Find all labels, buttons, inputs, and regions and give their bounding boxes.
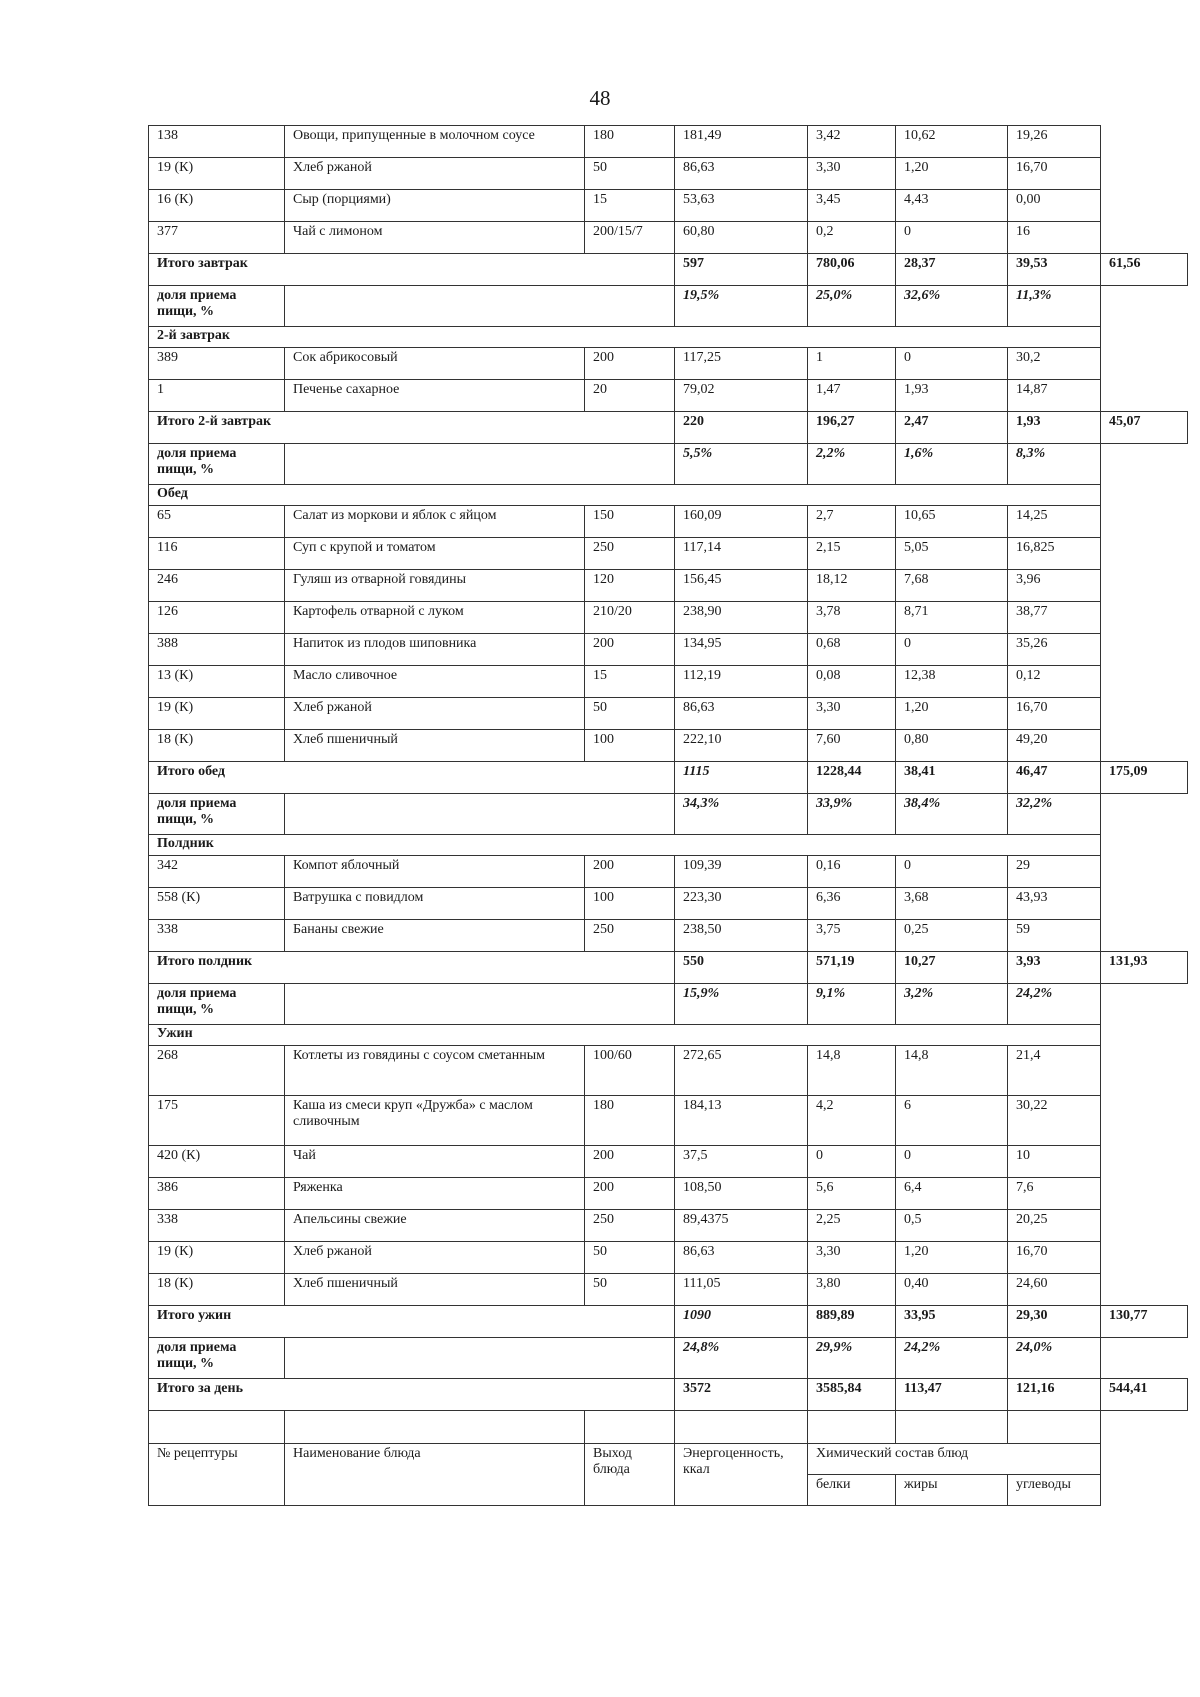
fat-cell: 1,20 bbox=[896, 698, 1008, 730]
section-title-cell: Ужин bbox=[149, 1025, 1101, 1046]
blank-cell bbox=[808, 1411, 896, 1444]
dish-row bbox=[149, 506, 1188, 538]
total-fat-cell: 39,53 bbox=[1008, 254, 1101, 286]
share-energy-cell: 15,9% bbox=[675, 984, 808, 1025]
yield-cell: 250 bbox=[585, 538, 675, 570]
share-empty-cell bbox=[285, 1338, 675, 1379]
dish-name-cell: Гуляш из отварной говядины bbox=[285, 570, 585, 602]
share-carbs-cell: 32,2% bbox=[1008, 794, 1101, 835]
recipe-number-cell: 65 bbox=[149, 506, 285, 538]
yield-cell: 210/20 bbox=[585, 602, 675, 634]
meal-section-row bbox=[149, 1025, 1188, 1046]
recipe-number-cell: 126 bbox=[149, 602, 285, 634]
energy-cell: 117,25 bbox=[675, 348, 808, 380]
share-label-cell: доля приема пищи, % bbox=[149, 1338, 285, 1379]
share-protein-cell: 29,9% bbox=[808, 1338, 896, 1379]
energy-cell: 160,09 bbox=[675, 506, 808, 538]
fat-cell: 1,20 bbox=[896, 158, 1008, 190]
carbs-cell: 49,20 bbox=[1008, 730, 1101, 762]
blank-cell bbox=[285, 1411, 585, 1444]
dish-name-cell: Хлеб пшеничный bbox=[285, 730, 585, 762]
dish-row bbox=[149, 190, 1188, 222]
protein-cell: 6,36 bbox=[808, 888, 896, 920]
total-fat-cell: 1,93 bbox=[1008, 412, 1101, 444]
energy-cell: 181,49 bbox=[675, 126, 808, 158]
yield-cell: 200 bbox=[585, 1178, 675, 1210]
total-label-cell: Итого обед bbox=[149, 762, 675, 794]
protein-cell: 3,45 bbox=[808, 190, 896, 222]
total-fat-cell: 46,47 bbox=[1008, 762, 1101, 794]
dish-name-cell: Печенье сахарное bbox=[285, 380, 585, 412]
protein-cell: 4,2 bbox=[808, 1096, 896, 1146]
recipe-number-cell: 1 bbox=[149, 380, 285, 412]
recipe-number-cell: 386 bbox=[149, 1178, 285, 1210]
protein-cell: 0,68 bbox=[808, 634, 896, 666]
blank-cell bbox=[896, 1411, 1008, 1444]
dish-name-cell: Апельсины свежие bbox=[285, 1210, 585, 1242]
fat-cell: 3,68 bbox=[896, 888, 1008, 920]
meal-share-row bbox=[149, 286, 1188, 327]
dish-name-cell: Компот яблочный bbox=[285, 856, 585, 888]
recipe-number-cell: 175 bbox=[149, 1096, 285, 1146]
dish-row bbox=[149, 920, 1188, 952]
share-fat-cell: 24,2% bbox=[896, 1338, 1008, 1379]
dish-name-cell: Сыр (порциями) bbox=[285, 190, 585, 222]
meal-share-row bbox=[149, 794, 1188, 835]
carbs-cell: 14,87 bbox=[1008, 380, 1101, 412]
share-empty-cell bbox=[285, 286, 675, 327]
share-empty-cell bbox=[285, 794, 675, 835]
total-protein-cell: 10,27 bbox=[896, 952, 1008, 984]
energy-cell: 86,63 bbox=[675, 158, 808, 190]
dish-row bbox=[149, 856, 1188, 888]
fat-cell: 7,68 bbox=[896, 570, 1008, 602]
share-fat-cell: 1,6% bbox=[896, 444, 1008, 485]
dish-row bbox=[149, 1210, 1188, 1242]
dish-name-cell: Хлеб ржаной bbox=[285, 158, 585, 190]
share-energy-cell: 34,3% bbox=[675, 794, 808, 835]
dish-row bbox=[149, 158, 1188, 190]
dish-name-cell: Хлеб ржаной bbox=[285, 1242, 585, 1274]
energy-cell: 37,5 bbox=[675, 1146, 808, 1178]
share-label-cell: доля приема пищи, % bbox=[149, 984, 285, 1025]
share-carbs-cell: 24,2% bbox=[1008, 984, 1101, 1025]
fat-cell: 10,62 bbox=[896, 126, 1008, 158]
share-label-cell: доля приема пищи, % bbox=[149, 444, 285, 485]
protein-cell: 0,16 bbox=[808, 856, 896, 888]
carbs-cell: 0,12 bbox=[1008, 666, 1101, 698]
fat-cell: 0,80 bbox=[896, 730, 1008, 762]
recipe-number-cell: 16 (К) bbox=[149, 190, 285, 222]
protein-cell: 0 bbox=[808, 1146, 896, 1178]
dish-row bbox=[149, 380, 1188, 412]
header-dish-name: Наименование блюда bbox=[285, 1444, 585, 1506]
recipe-number-cell: 19 (К) bbox=[149, 158, 285, 190]
section-title-cell: Полдник bbox=[149, 835, 1101, 856]
energy-cell: 89,4375 bbox=[675, 1210, 808, 1242]
share-fat-cell: 38,4% bbox=[896, 794, 1008, 835]
menu-table bbox=[148, 125, 1188, 1506]
meal-share-row bbox=[149, 984, 1188, 1025]
fat-cell: 0 bbox=[896, 856, 1008, 888]
dish-name-cell: Котлеты из говядины с соусом сметанным bbox=[285, 1046, 585, 1096]
share-carbs-cell: 24,0% bbox=[1008, 1338, 1101, 1379]
recipe-number-cell: 338 bbox=[149, 1210, 285, 1242]
yield-cell: 100 bbox=[585, 730, 675, 762]
dish-row bbox=[149, 634, 1188, 666]
blank-cell bbox=[585, 1411, 675, 1444]
yield-cell: 150 bbox=[585, 506, 675, 538]
recipe-number-cell: 268 bbox=[149, 1046, 285, 1096]
fat-cell: 0 bbox=[896, 1146, 1008, 1178]
header-carbs: углеводы bbox=[1008, 1475, 1101, 1506]
fat-cell: 5,05 bbox=[896, 538, 1008, 570]
protein-cell: 3,80 bbox=[808, 1274, 896, 1306]
total-energy-cell: 1228,44 bbox=[808, 762, 896, 794]
dish-name-cell: Чай с лимоном bbox=[285, 222, 585, 254]
total-carbs-cell: 45,07 bbox=[1101, 412, 1188, 444]
fat-cell: 0 bbox=[896, 222, 1008, 254]
recipe-number-cell: 19 (К) bbox=[149, 1242, 285, 1274]
meal-section-row bbox=[149, 485, 1188, 506]
share-empty-cell bbox=[285, 984, 675, 1025]
total-yield-cell: 220 bbox=[675, 412, 808, 444]
protein-cell: 18,12 bbox=[808, 570, 896, 602]
header-energy: Энергоценность, ккал bbox=[675, 1444, 808, 1506]
energy-cell: 156,45 bbox=[675, 570, 808, 602]
energy-cell: 108,50 bbox=[675, 1178, 808, 1210]
total-energy-cell: 3585,84 bbox=[808, 1379, 896, 1411]
recipe-number-cell: 18 (К) bbox=[149, 1274, 285, 1306]
energy-cell: 222,10 bbox=[675, 730, 808, 762]
total-carbs-cell: 130,77 bbox=[1101, 1306, 1188, 1338]
dish-name-cell: Салат из моркови и яблок с яйцом bbox=[285, 506, 585, 538]
fat-cell: 0,25 bbox=[896, 920, 1008, 952]
meal-section-row bbox=[149, 327, 1188, 348]
fat-cell: 6 bbox=[896, 1096, 1008, 1146]
protein-cell: 3,30 bbox=[808, 158, 896, 190]
recipe-number-cell: 18 (К) bbox=[149, 730, 285, 762]
share-fat-cell: 3,2% bbox=[896, 984, 1008, 1025]
energy-cell: 53,63 bbox=[675, 190, 808, 222]
yield-cell: 100/60 bbox=[585, 1046, 675, 1096]
total-energy-cell: 889,89 bbox=[808, 1306, 896, 1338]
meal-total-row bbox=[149, 1379, 1188, 1411]
dish-row bbox=[149, 1274, 1188, 1306]
meal-total-row bbox=[149, 412, 1188, 444]
yield-cell: 50 bbox=[585, 1274, 675, 1306]
dish-name-cell: Хлеб ржаной bbox=[285, 698, 585, 730]
dish-row bbox=[149, 698, 1188, 730]
carbs-cell: 35,26 bbox=[1008, 634, 1101, 666]
total-protein-cell: 33,95 bbox=[896, 1306, 1008, 1338]
total-fat-cell: 3,93 bbox=[1008, 952, 1101, 984]
yield-cell: 50 bbox=[585, 698, 675, 730]
total-label-cell: Итого завтрак bbox=[149, 254, 675, 286]
carbs-cell: 16,70 bbox=[1008, 158, 1101, 190]
meal-total-row bbox=[149, 1306, 1188, 1338]
total-carbs-cell: 131,93 bbox=[1101, 952, 1188, 984]
dish-row bbox=[149, 1146, 1188, 1178]
protein-cell: 1,47 bbox=[808, 380, 896, 412]
yield-cell: 15 bbox=[585, 666, 675, 698]
protein-cell: 3,30 bbox=[808, 698, 896, 730]
protein-cell: 3,78 bbox=[808, 602, 896, 634]
total-label-cell: Итого за день bbox=[149, 1379, 675, 1411]
dish-name-cell: Суп с крупой и томатом bbox=[285, 538, 585, 570]
energy-cell: 111,05 bbox=[675, 1274, 808, 1306]
page-number: 48 bbox=[589, 86, 611, 110]
total-carbs-cell: 544,41 bbox=[1101, 1379, 1188, 1411]
fat-cell: 10,65 bbox=[896, 506, 1008, 538]
share-carbs-cell: 8,3% bbox=[1008, 444, 1101, 485]
share-label-cell: доля приема пищи, % bbox=[149, 286, 285, 327]
recipe-number-cell: 377 bbox=[149, 222, 285, 254]
protein-cell: 3,42 bbox=[808, 126, 896, 158]
recipe-number-cell: 388 bbox=[149, 634, 285, 666]
recipe-number-cell: 338 bbox=[149, 920, 285, 952]
meal-section-row bbox=[149, 835, 1188, 856]
total-yield-cell: 1115 bbox=[675, 762, 808, 794]
carbs-cell: 19,26 bbox=[1008, 126, 1101, 158]
dish-name-cell: Ватрушка с повидлом bbox=[285, 888, 585, 920]
fat-cell: 14,8 bbox=[896, 1046, 1008, 1096]
dish-row bbox=[149, 1096, 1188, 1146]
carbs-cell: 43,93 bbox=[1008, 888, 1101, 920]
meal-total-row bbox=[149, 952, 1188, 984]
dish-row bbox=[149, 888, 1188, 920]
dish-name-cell: Чай bbox=[285, 1146, 585, 1178]
meal-share-row bbox=[149, 1338, 1188, 1379]
energy-cell: 60,80 bbox=[675, 222, 808, 254]
dish-name-cell: Хлеб пшеничный bbox=[285, 1274, 585, 1306]
share-fat-cell: 32,6% bbox=[896, 286, 1008, 327]
recipe-number-cell: 13 (К) bbox=[149, 666, 285, 698]
yield-cell: 180 bbox=[585, 1096, 675, 1146]
yield-cell: 180 bbox=[585, 126, 675, 158]
total-protein-cell: 113,47 bbox=[896, 1379, 1008, 1411]
total-label-cell: Итого ужин bbox=[149, 1306, 675, 1338]
menu-table-body bbox=[149, 126, 1188, 1506]
energy-cell: 112,19 bbox=[675, 666, 808, 698]
carbs-cell: 3,96 bbox=[1008, 570, 1101, 602]
share-protein-cell: 9,1% bbox=[808, 984, 896, 1025]
recipe-number-cell: 138 bbox=[149, 126, 285, 158]
column-header-row bbox=[149, 1444, 1188, 1475]
total-fat-cell: 121,16 bbox=[1008, 1379, 1101, 1411]
protein-cell: 0,08 bbox=[808, 666, 896, 698]
dish-row bbox=[149, 538, 1188, 570]
fat-cell: 0,40 bbox=[896, 1274, 1008, 1306]
total-protein-cell: 38,41 bbox=[896, 762, 1008, 794]
yield-cell: 15 bbox=[585, 190, 675, 222]
dish-name-cell: Напиток из плодов шиповника bbox=[285, 634, 585, 666]
yield-cell: 200 bbox=[585, 1146, 675, 1178]
recipe-number-cell: 420 (К) bbox=[149, 1146, 285, 1178]
fat-cell: 1,93 bbox=[896, 380, 1008, 412]
protein-cell: 2,15 bbox=[808, 538, 896, 570]
protein-cell: 0,2 bbox=[808, 222, 896, 254]
carbs-cell: 38,77 bbox=[1008, 602, 1101, 634]
protein-cell: 1 bbox=[808, 348, 896, 380]
carbs-cell: 24,60 bbox=[1008, 1274, 1101, 1306]
blank-cell bbox=[675, 1411, 808, 1444]
dish-row bbox=[149, 1046, 1188, 1096]
carbs-cell: 16 bbox=[1008, 222, 1101, 254]
yield-cell: 120 bbox=[585, 570, 675, 602]
yield-cell: 200 bbox=[585, 348, 675, 380]
meal-total-row bbox=[149, 254, 1188, 286]
share-energy-cell: 24,8% bbox=[675, 1338, 808, 1379]
carbs-cell: 20,25 bbox=[1008, 1210, 1101, 1242]
dish-row bbox=[149, 666, 1188, 698]
energy-cell: 238,90 bbox=[675, 602, 808, 634]
dish-row bbox=[149, 730, 1188, 762]
energy-cell: 223,30 bbox=[675, 888, 808, 920]
blank-cell bbox=[149, 1411, 285, 1444]
carbs-cell: 7,6 bbox=[1008, 1178, 1101, 1210]
recipe-number-cell: 389 bbox=[149, 348, 285, 380]
share-protein-cell: 33,9% bbox=[808, 794, 896, 835]
total-yield-cell: 3572 bbox=[675, 1379, 808, 1411]
energy-cell: 86,63 bbox=[675, 698, 808, 730]
share-protein-cell: 25,0% bbox=[808, 286, 896, 327]
energy-cell: 134,95 bbox=[675, 634, 808, 666]
total-energy-cell: 571,19 bbox=[808, 952, 896, 984]
dish-row bbox=[149, 126, 1188, 158]
energy-cell: 79,02 bbox=[675, 380, 808, 412]
fat-cell: 0 bbox=[896, 634, 1008, 666]
fat-cell: 1,20 bbox=[896, 1242, 1008, 1274]
dish-name-cell: Масло сливочное bbox=[285, 666, 585, 698]
total-fat-cell: 29,30 bbox=[1008, 1306, 1101, 1338]
recipe-number-cell: 342 bbox=[149, 856, 285, 888]
protein-cell: 3,75 bbox=[808, 920, 896, 952]
header-yield: Выход блюда bbox=[585, 1444, 675, 1506]
carbs-cell: 10 bbox=[1008, 1146, 1101, 1178]
share-energy-cell: 5,5% bbox=[675, 444, 808, 485]
recipe-number-cell: 558 (К) bbox=[149, 888, 285, 920]
energy-cell: 109,39 bbox=[675, 856, 808, 888]
share-energy-cell: 19,5% bbox=[675, 286, 808, 327]
section-title-cell: 2-й завтрак bbox=[149, 327, 1101, 348]
yield-cell: 50 bbox=[585, 158, 675, 190]
protein-cell: 14,8 bbox=[808, 1046, 896, 1096]
section-title-cell: Обед bbox=[149, 485, 1101, 506]
meal-total-row bbox=[149, 762, 1188, 794]
yield-cell: 20 bbox=[585, 380, 675, 412]
protein-cell: 5,6 bbox=[808, 1178, 896, 1210]
protein-cell: 2,25 bbox=[808, 1210, 896, 1242]
dish-name-cell: Бананы свежие bbox=[285, 920, 585, 952]
share-carbs-cell: 11,3% bbox=[1008, 286, 1101, 327]
carbs-cell: 16,70 bbox=[1008, 698, 1101, 730]
total-yield-cell: 550 bbox=[675, 952, 808, 984]
protein-cell: 3,30 bbox=[808, 1242, 896, 1274]
fat-cell: 6,4 bbox=[896, 1178, 1008, 1210]
meal-share-row bbox=[149, 444, 1188, 485]
energy-cell: 86,63 bbox=[675, 1242, 808, 1274]
carbs-cell: 30,2 bbox=[1008, 348, 1101, 380]
carbs-cell: 0,00 bbox=[1008, 190, 1101, 222]
dish-row bbox=[149, 1178, 1188, 1210]
share-protein-cell: 2,2% bbox=[808, 444, 896, 485]
carbs-cell: 59 bbox=[1008, 920, 1101, 952]
dish-row bbox=[149, 222, 1188, 254]
blank-row bbox=[149, 1411, 1188, 1444]
dish-name-cell: Овощи, припущенные в молочном соусе bbox=[285, 126, 585, 158]
total-yield-cell: 597 bbox=[675, 254, 808, 286]
total-carbs-cell: 61,56 bbox=[1101, 254, 1188, 286]
yield-cell: 250 bbox=[585, 1210, 675, 1242]
dish-name-cell: Каша из смеси круп «Дружба» с маслом сливочным bbox=[285, 1096, 585, 1146]
yield-cell: 50 bbox=[585, 1242, 675, 1274]
yield-cell: 100 bbox=[585, 888, 675, 920]
protein-cell: 7,60 bbox=[808, 730, 896, 762]
carbs-cell: 14,25 bbox=[1008, 506, 1101, 538]
carbs-cell: 30,22 bbox=[1008, 1096, 1101, 1146]
recipe-number-cell: 116 bbox=[149, 538, 285, 570]
total-label-cell: Итого полдник bbox=[149, 952, 675, 984]
fat-cell: 0 bbox=[896, 348, 1008, 380]
energy-cell: 238,50 bbox=[675, 920, 808, 952]
recipe-number-cell: 19 (К) bbox=[149, 698, 285, 730]
energy-cell: 117,14 bbox=[675, 538, 808, 570]
carbs-cell: 16,70 bbox=[1008, 1242, 1101, 1274]
fat-cell: 0,5 bbox=[896, 1210, 1008, 1242]
fat-cell: 12,38 bbox=[896, 666, 1008, 698]
yield-cell: 200 bbox=[585, 856, 675, 888]
total-energy-cell: 196,27 bbox=[808, 412, 896, 444]
carbs-cell: 16,825 bbox=[1008, 538, 1101, 570]
dish-name-cell: Ряженка bbox=[285, 1178, 585, 1210]
dish-row bbox=[149, 348, 1188, 380]
energy-cell: 272,65 bbox=[675, 1046, 808, 1096]
header-composition: Химический состав блюд bbox=[808, 1444, 1101, 1475]
yield-cell: 250 bbox=[585, 920, 675, 952]
carbs-cell: 21,4 bbox=[1008, 1046, 1101, 1096]
total-protein-cell: 2,47 bbox=[896, 412, 1008, 444]
header-fat: жиры bbox=[896, 1475, 1008, 1506]
header-protein: белки bbox=[808, 1475, 896, 1506]
dish-row bbox=[149, 602, 1188, 634]
total-protein-cell: 28,37 bbox=[896, 254, 1008, 286]
blank-cell bbox=[1008, 1411, 1101, 1444]
dish-name-cell: Картофель отварной с луком bbox=[285, 602, 585, 634]
share-label-cell: доля приема пищи, % bbox=[149, 794, 285, 835]
total-carbs-cell: 175,09 bbox=[1101, 762, 1188, 794]
total-label-cell: Итого 2-й завтрак bbox=[149, 412, 675, 444]
recipe-number-cell: 246 bbox=[149, 570, 285, 602]
header-recipe-number: № рецептуры bbox=[149, 1444, 285, 1506]
total-energy-cell: 780,06 bbox=[808, 254, 896, 286]
carbs-cell: 29 bbox=[1008, 856, 1101, 888]
dish-name-cell: Сок абрикосовый bbox=[285, 348, 585, 380]
fat-cell: 4,43 bbox=[896, 190, 1008, 222]
protein-cell: 2,7 bbox=[808, 506, 896, 538]
total-yield-cell: 1090 bbox=[675, 1306, 808, 1338]
share-empty-cell bbox=[285, 444, 675, 485]
yield-cell: 200/15/7 bbox=[585, 222, 675, 254]
energy-cell: 184,13 bbox=[675, 1096, 808, 1146]
fat-cell: 8,71 bbox=[896, 602, 1008, 634]
dish-row bbox=[149, 570, 1188, 602]
dish-row bbox=[149, 1242, 1188, 1274]
yield-cell: 200 bbox=[585, 634, 675, 666]
